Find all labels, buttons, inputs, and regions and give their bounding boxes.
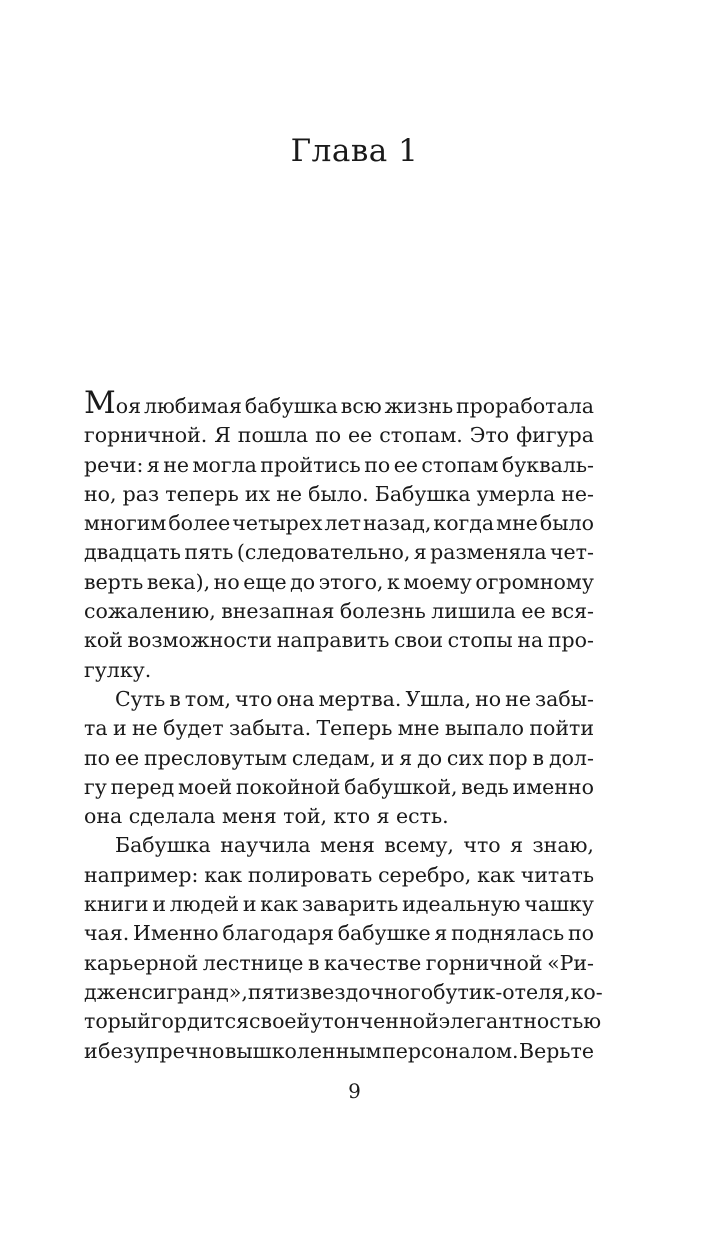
word: и <box>242 892 257 917</box>
word: том, <box>184 686 232 711</box>
word: многим <box>84 511 167 536</box>
word: пять <box>184 540 234 565</box>
word: ее <box>393 452 418 477</box>
word: не <box>131 716 158 741</box>
word: пор <box>488 745 528 770</box>
word: книги <box>84 892 149 917</box>
chapter-title: Глава 1 <box>290 133 419 169</box>
word: Ушла, <box>405 686 472 711</box>
word: моему <box>403 569 472 594</box>
word: разменяла <box>430 540 547 565</box>
word: теперь <box>165 481 239 506</box>
text-line <box>84 421 594 450</box>
word: своей <box>249 1009 311 1034</box>
word: в <box>532 745 545 770</box>
word: четырех <box>232 511 323 536</box>
word: безупречно <box>98 1038 225 1063</box>
word: она <box>276 686 315 711</box>
word: огромному <box>475 569 594 594</box>
word: будет <box>163 716 224 741</box>
text-line <box>84 802 594 831</box>
word: когда <box>433 511 495 536</box>
text-line <box>84 890 594 919</box>
word: и <box>380 745 395 770</box>
word: могла <box>192 452 257 477</box>
word: моей <box>178 774 233 799</box>
word: полировать <box>247 862 373 887</box>
word: их <box>244 481 271 506</box>
text-line <box>84 597 594 626</box>
word: людей <box>169 892 240 917</box>
word: Теперь <box>316 716 393 741</box>
word: (следовательно, <box>236 540 411 565</box>
word: выпало <box>444 716 524 741</box>
word: свои <box>393 628 443 653</box>
word: Это <box>469 423 510 448</box>
word: верть <box>84 569 144 594</box>
word: мне <box>496 511 538 536</box>
word: вышколенным <box>224 1038 382 1063</box>
word: Именно <box>132 921 219 946</box>
word: дженси <box>84 979 167 1004</box>
word: пойти <box>529 716 594 741</box>
word: внезапная <box>221 599 335 624</box>
word: чет- <box>550 540 594 565</box>
word: еще <box>243 569 287 594</box>
word: стопы <box>447 628 513 653</box>
word: Верьте <box>519 1038 594 1063</box>
word: и <box>152 892 166 917</box>
word: жизнь <box>384 394 454 418</box>
word: но <box>475 686 502 711</box>
word: направить <box>276 628 390 653</box>
word: всему, <box>384 833 454 858</box>
word: именно <box>512 774 594 799</box>
word: Бабушка <box>115 833 211 858</box>
text-line <box>84 861 594 890</box>
word: по <box>315 423 342 448</box>
word: меня <box>320 833 375 858</box>
word: покойной <box>235 774 341 799</box>
word: двадцать <box>84 540 181 565</box>
word: ее <box>521 599 546 624</box>
word: ведь <box>461 774 509 799</box>
text-line <box>84 451 594 480</box>
word: ко- <box>570 979 603 1004</box>
word: лестнице <box>202 950 304 975</box>
word: века), <box>146 569 211 594</box>
text-line <box>84 626 594 655</box>
word: про- <box>547 628 594 653</box>
word: по <box>84 745 111 770</box>
text-line <box>84 919 594 948</box>
word: любимая <box>143 394 242 418</box>
word: до <box>290 569 316 594</box>
word: букваль- <box>501 452 594 477</box>
word: как <box>204 862 243 887</box>
text-line <box>84 831 594 860</box>
word: назад, <box>362 511 432 536</box>
word: знаю, <box>532 833 594 858</box>
word: я <box>510 833 524 858</box>
word: например: <box>84 862 199 887</box>
word: кой <box>84 628 123 653</box>
word: и <box>112 716 127 741</box>
word: более <box>168 511 231 536</box>
word: что <box>463 833 501 858</box>
word: как <box>260 892 299 917</box>
word: «Ри- <box>547 950 594 975</box>
word: карьерной <box>84 950 199 975</box>
word: ее <box>114 745 140 770</box>
word: и <box>84 1038 98 1063</box>
text-line <box>84 714 594 743</box>
word: но <box>213 569 240 594</box>
word: перед <box>110 774 175 799</box>
word: что <box>235 686 273 711</box>
word: проработала <box>456 394 594 418</box>
word: вся- <box>551 599 594 624</box>
word: Я <box>214 423 231 448</box>
text-line <box>84 978 603 1007</box>
word: пресловутым <box>144 745 288 770</box>
word: не <box>505 686 531 711</box>
text-line <box>84 1037 594 1066</box>
word: пройтись <box>260 452 361 477</box>
word: торый <box>84 1009 151 1034</box>
word: всю <box>340 394 382 418</box>
word: я <box>146 452 160 477</box>
word: было <box>539 511 594 536</box>
word: оя <box>115 394 142 418</box>
word: качестве <box>324 950 422 975</box>
word: болезнь <box>339 599 426 624</box>
word: до <box>417 745 443 770</box>
word: на <box>517 628 544 653</box>
word: бабушка <box>244 394 338 418</box>
word: не <box>163 452 190 477</box>
text-line <box>84 744 594 773</box>
text-line <box>84 656 594 685</box>
word: мне <box>397 716 440 741</box>
word: по <box>567 921 594 946</box>
word: не <box>276 481 303 506</box>
word: не- <box>561 481 594 506</box>
word: лишила <box>431 599 516 624</box>
word: в <box>169 686 181 711</box>
word: я <box>413 540 427 565</box>
drop-cap: М <box>84 385 116 421</box>
word: к <box>387 569 400 594</box>
word: ее <box>348 423 373 448</box>
word: благодаря <box>222 921 334 946</box>
word: гу <box>84 774 107 799</box>
text-line <box>84 509 594 538</box>
word: пятизвездочного <box>247 979 434 1004</box>
word: этого, <box>318 569 384 594</box>
text-line <box>84 568 594 597</box>
word: лет <box>324 511 361 536</box>
word: бабушке <box>337 921 431 946</box>
word: раз <box>122 481 160 506</box>
word: поднялась <box>451 921 565 946</box>
text-line <box>84 949 594 978</box>
text-line <box>84 385 594 421</box>
word: мертва. <box>318 686 402 711</box>
text-line <box>84 480 594 509</box>
word: но, <box>84 481 117 506</box>
line-text: она сделала меня той, кто я есть. <box>84 804 449 829</box>
word: гордится <box>150 1009 250 1034</box>
word: та <box>84 716 108 741</box>
word: следам, <box>291 745 376 770</box>
word: забыта. <box>228 716 312 741</box>
word: заварить <box>301 892 399 917</box>
word: элегантностью <box>438 1009 602 1034</box>
word: идеальную <box>402 892 521 917</box>
word: возможности <box>127 628 273 653</box>
word: чашку <box>524 892 594 917</box>
word: как <box>477 862 515 887</box>
word: горничной. <box>84 423 208 448</box>
word: забы- <box>535 686 594 711</box>
word: горничной <box>425 950 543 975</box>
word: читать <box>520 862 594 887</box>
word: Суть <box>115 686 166 711</box>
word: умерла <box>476 481 556 506</box>
page-number: 9 <box>348 1079 361 1103</box>
word: пошла <box>237 423 309 448</box>
word: я <box>399 745 413 770</box>
word: в <box>307 950 320 975</box>
word: по <box>364 452 391 477</box>
line-text: гулку. <box>84 657 152 682</box>
word: персоналом. <box>382 1038 519 1063</box>
word: стопам. <box>379 423 463 448</box>
word: сих <box>446 745 484 770</box>
word: речи: <box>84 452 144 477</box>
word: гранд», <box>166 979 248 1004</box>
word: Бабушка <box>374 481 471 506</box>
text-line <box>84 773 594 802</box>
word: дол- <box>548 745 594 770</box>
text-line <box>84 685 594 714</box>
word: чая. <box>84 921 130 946</box>
body-text <box>84 385 603 1066</box>
first-word <box>84 385 142 421</box>
word: утонченной <box>310 1009 439 1034</box>
word: фигура <box>516 423 594 448</box>
word: стопам <box>421 452 499 477</box>
word: бутик-отеля, <box>433 979 571 1004</box>
word: серебро, <box>378 862 472 887</box>
word: бабушкой, <box>344 774 458 799</box>
word: научила <box>220 833 311 858</box>
word: я <box>434 921 448 946</box>
word: сожалению, <box>84 599 216 624</box>
text-line <box>84 538 594 567</box>
text-line <box>84 1007 602 1036</box>
word: было. <box>308 481 369 506</box>
